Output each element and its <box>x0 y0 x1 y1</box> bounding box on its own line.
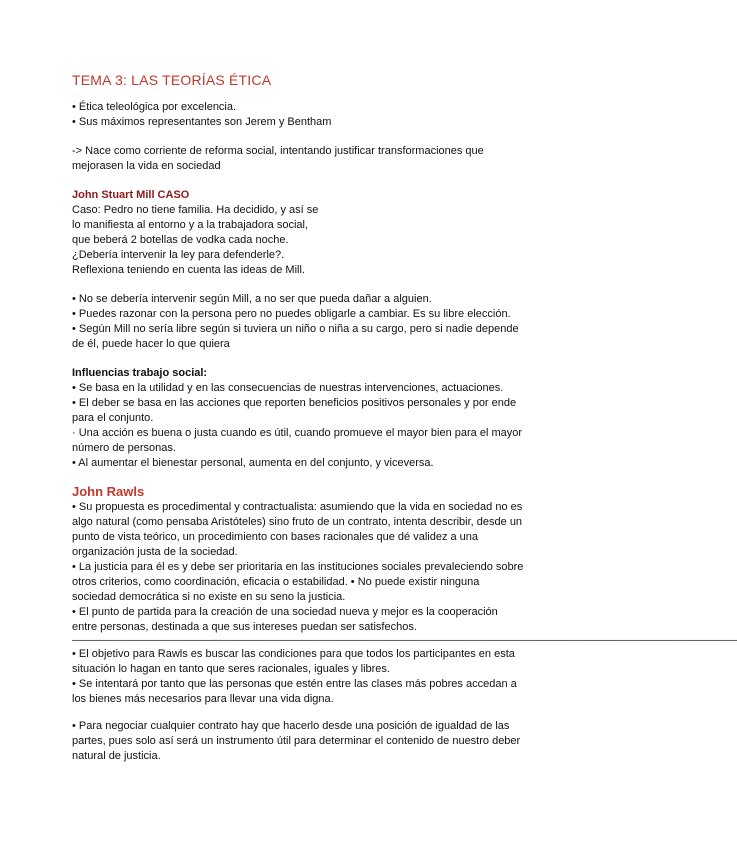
document-content <box>72 72 737 764</box>
rawls-line: • El punto de partida para la creación de una sociedad nueva y mejor es la cooperación <box>72 606 498 618</box>
separator-line: —————————————————————————————————————————————————————————————————————— <box>72 635 737 646</box>
influencias-line: número de personas. <box>72 442 176 454</box>
influencias-heading: Influencias trabajo social: <box>72 367 208 379</box>
mill-point: • Puedes razonar con la persona pero no puedes obligarle a cambiar. Es su libre elección. <box>72 308 511 320</box>
intro-item: • Sus máximos representantes son Jerem y Bentham <box>72 116 332 128</box>
rawls-line: organización justa de la sociedad. <box>72 546 238 558</box>
mill-case-line: Caso: Pedro no tiene familia. Ha decidido, y así se <box>72 204 319 216</box>
rawls-line: los bienes más necesarios para llevar una vida digna. <box>72 693 334 705</box>
note-paragraph <box>72 144 532 174</box>
intro-item: • Ética teleológica por excelencia. <box>72 101 237 113</box>
rawls-line: sociedad democrática si no existe en su seno la justicia. <box>72 591 346 603</box>
rawls-heading: John Rawls <box>72 484 145 499</box>
mill-point: de él, puede hacer lo que quiera <box>72 338 230 350</box>
rawls-line: partes, pues solo así será un instrumento útil para determinar el contenido de nuestro deber <box>72 735 521 747</box>
rawls-line: otros criterios, como coordinación, eficacia o estabilidad. • No puede existir ninguna <box>72 576 480 588</box>
rawls-line: • El objetivo para Rawls es buscar las condiciones para que todos los participantes en esta <box>72 648 515 660</box>
influencias-line: • Se basa en la utilidad y en las consecuencias de nuestras intervenciones, actuaciones. <box>72 382 504 394</box>
rawls-line: • La justicia para él es y debe ser prioritaria en las instituciones sociales prevaleciendo sobre <box>72 561 524 573</box>
influencias-section <box>72 366 532 471</box>
rawls-line: • Su propuesta es procedimental y contractualista: asumiendo que la vida en sociedad no es <box>72 501 523 513</box>
mill-case-line: Reflexiona teniendo en cuenta las ideas de Mill. <box>72 264 305 276</box>
page-title: TEMA 3: LAS TEORÍAS ÉTICA <box>72 72 272 88</box>
mill-heading: John Stuart Mill CASO <box>72 189 190 201</box>
influencias-line: para el conjunto. <box>72 412 154 424</box>
mill-case-line: lo manifiesta al entorno y a la trabajadora social, <box>72 219 309 231</box>
mill-case-line: que beberá 2 botellas de vodka cada noche. <box>72 234 289 246</box>
mill-section <box>72 188 532 352</box>
mill-case-line: ¿Debería intervenir la ley para defenderle?. <box>72 249 285 261</box>
rawls-line: algo natural (como pensaba Aristóteles) sino fruto de un contrato, intenta describir, desde un <box>72 516 523 528</box>
rawls-line: • Se intentará por tanto que las personas que estén entre las clases más pobres accedan a <box>72 678 517 690</box>
rawls-line: natural de justicia. <box>72 750 161 762</box>
influencias-line: · Una acción es buena o justa cuando es útil, cuando promueve el mayor bien para el mayor <box>72 427 523 439</box>
mill-points <box>72 292 532 352</box>
note-line: mejorasen la vida en sociedad <box>72 160 221 172</box>
mill-point: • Según Mill no sería libre según si tuviera un niño o niña a su cargo, pero si nadie depende <box>72 323 519 335</box>
influencias-line: • Al aumentar el bienestar personal, aumenta en del conjunto, y viceversa. <box>72 457 434 469</box>
rawls-line: situación lo hagan en tanto que seres racionales, iguales y libres. <box>72 663 390 675</box>
intro-list <box>72 100 532 130</box>
spacer <box>72 707 532 719</box>
rawls-section <box>72 483 737 764</box>
rawls-line: entre personas, destinada a que sus intereses puedan ser satisfechos. <box>72 621 417 633</box>
mill-point: • No se debería intervenir según Mill, a no ser que pueda dañar a alguien. <box>72 293 432 305</box>
influencias-line: • El deber se basa en las acciones que reporten beneficios positivos personales y por ende <box>72 397 517 409</box>
rawls-line: • Para negociar cualquier contrato hay que hacerlo desde una posición de igualdad de las <box>72 720 510 732</box>
rawls-line: punto de vista teórico, un procedimiento con bases racionales que dé validez a una <box>72 531 479 543</box>
note-line: -> Nace como corriente de reforma social, intentando justificar transformaciones que <box>72 145 484 157</box>
